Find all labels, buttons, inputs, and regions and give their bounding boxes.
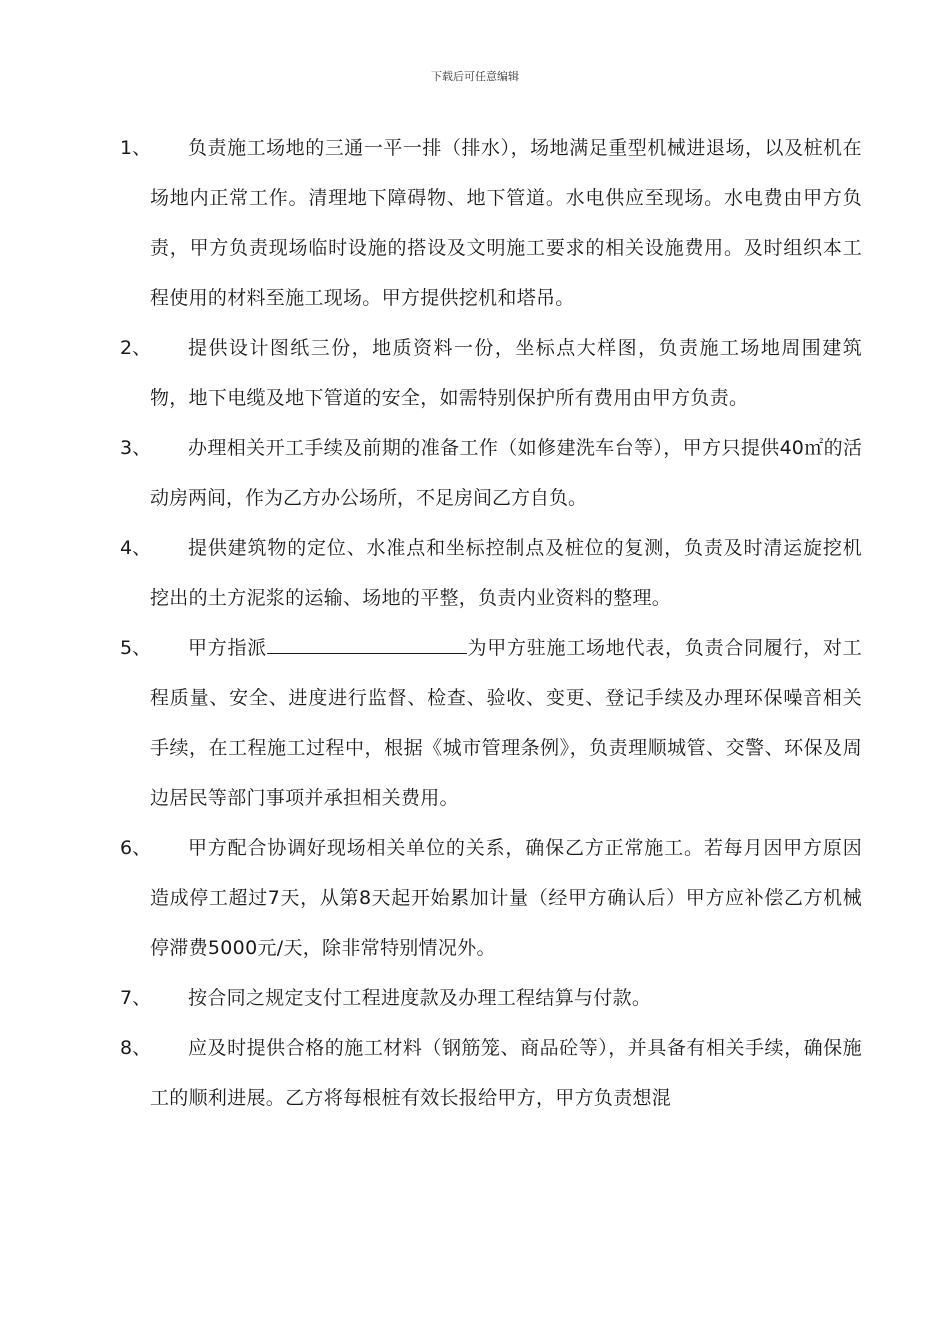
clause-number: 4、 <box>120 537 152 559</box>
clause-text-after-blank: 为甲方驻施工场地代表，负责合同履行，对工程质量、安全、进度进行监督、检查、验收、变更、登记手续及办理环保噪音相关手续，在工程施工过程中，根据《城市管理条例》，负责理顺城管、交警、环保及周边居民等部门事项并承担相关费用。 <box>150 637 862 809</box>
clause-number: 5、 <box>120 637 152 659</box>
document-body <box>0 123 950 1123</box>
header-note: 下载后可任意编辑 <box>431 70 519 83</box>
clause-text: 提供设计图纸三份，地质资料一份，坐标点大样图，负责施工场地周围建筑物，地下电缆及地下管道的安全，如需特别保护所有费用由甲方负责。 <box>150 337 862 409</box>
clause-7 <box>0 973 950 1023</box>
clause-text: 甲方配合协调好现场相关单位的关系，确保乙方正常施工。若每月因甲方原因造成停工超过7天，从第8天起开始累加计量（经甲方确认后）甲方应补偿乙方机械停滞费5000元/天，除非常特别情况外。 <box>150 837 862 959</box>
clause-text-before-blank: 甲方指派 <box>188 637 267 659</box>
clause-2 <box>0 323 950 423</box>
clause-6 <box>0 823 950 973</box>
clause-8 <box>0 1023 950 1123</box>
clause-number: 2、 <box>120 337 152 359</box>
clause-4 <box>0 523 950 623</box>
representative-blank-line <box>267 631 467 654</box>
clause-text: 应及时提供合格的施工材料（钢筋笼、商品砼等），并具备有相关手续，确保施工的顺利进展。乙方将每根桩有效长报给甲方，甲方负责想混 <box>150 1037 862 1109</box>
clause-1 <box>0 123 950 323</box>
clause-text: 办理相关开工手续及前期的准备工作（如修建洗车台等），甲方只提供40㎡的活动房两间，作为乙方办公场所，不足房间乙方自负。 <box>150 437 862 509</box>
clause-number: 1、 <box>120 137 152 159</box>
clause-5 <box>0 623 950 823</box>
clause-number: 8、 <box>120 1037 152 1059</box>
clause-text <box>150 623 862 823</box>
clause-3 <box>0 423 950 523</box>
clause-number: 7、 <box>120 987 152 1009</box>
clause-text: 负责施工场地的三通一平一排（排水），场地满足重型机械进退场，以及桩机在场地内正常工作。清理地下障碍物、地下管道。水电供应至现场。水电费由甲方负责，甲方负责现场临时设施的搭设及文明施工要求的相关设施费用。及时组织本工程使用的材料至施工现场。甲方提供挖机和塔吊。 <box>150 137 862 309</box>
clause-number: 3、 <box>120 437 152 459</box>
clause-number: 6、 <box>120 837 152 859</box>
clause-text: 按合同之规定支付工程进度款及办理工程结算与付款。 <box>188 987 652 1009</box>
clause-text: 提供建筑物的定位、水准点和坐标控制点及桩位的复测，负责及时清运旋挖机挖出的土方泥浆的运输、场地的平整，负责内业资料的整理。 <box>150 537 862 609</box>
